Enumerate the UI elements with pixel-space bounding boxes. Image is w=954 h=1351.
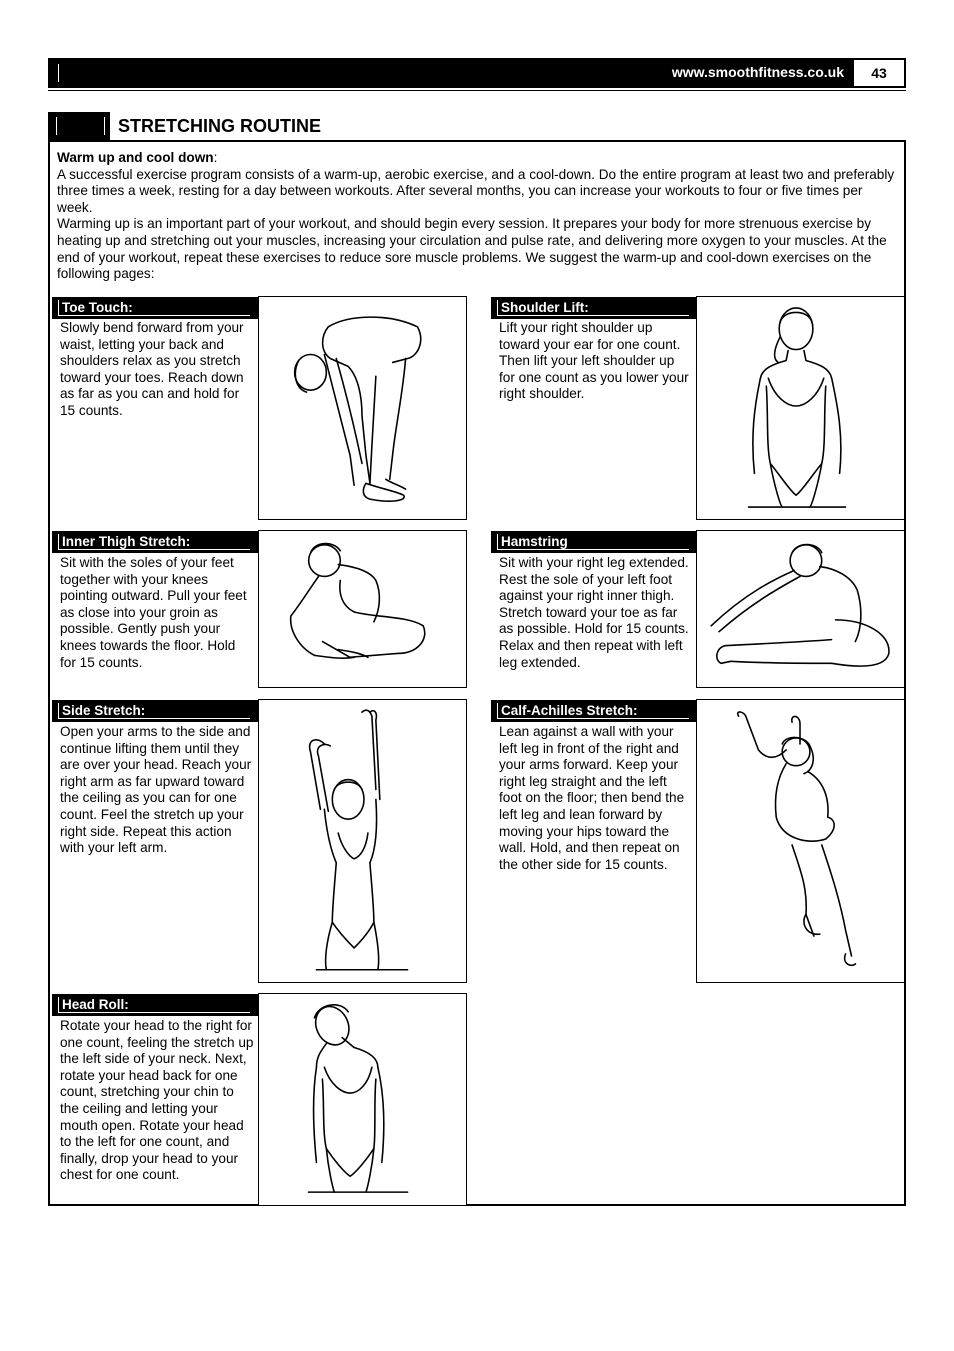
intro-paragraph-2: Warming up is an important part of your workout, and should begin every session. It prepares your body for more strenuous exercise by heating up and stretching out your muscles, increasing your circulation and pulse rate, and delivering more oxygen to your muscles. At the end of your workout, repeat these exercises to reduce sore muscle problems. We suggest the warm-up and cool-down exercises on the following pages:	[57, 216, 887, 282]
shoulder-lift-illustration	[696, 296, 905, 520]
page-header	[48, 58, 906, 88]
toe-touch-illustration	[258, 296, 467, 520]
inner-thigh-illustration	[258, 530, 467, 688]
website-url[interactable]: www.smoothfitness.co.uk	[671, 64, 844, 80]
exercise-title-inner-thigh: Inner Thigh Stretch:	[52, 531, 258, 553]
intro-paragraph-1: A successful exercise program consists of a warm-up, aerobic exercise, and a cool-down. Do the entire program at least two and preferably three times a week, resting for a day between workouts. After several months, you can increase your workouts to four or five times per week.	[57, 166, 895, 215]
section-title: STRETCHING ROUTINE	[118, 116, 322, 136]
section-marker	[48, 112, 110, 140]
exercise-title-calf-achilles: Calf-Achilles Stretch:	[491, 700, 697, 722]
exercise-text-side-stretch: Open your arms to the side and continue lifting them until they are over your head. Reach your right arm as far upward toward the ceiling as you can for one count. Feel the stretch up your right side. Repeat this action with your left arm.	[60, 724, 252, 856]
intro-heading: Warm up and cool down	[57, 150, 214, 165]
exercise-text-calf-achilles: Lean against a wall with your left leg in front of the right and your arms forward. Keep your right leg straight and the left foot on the floor; then bend the left leg and lean forward by moving your hips toward the wall. Hold, and then repeat on the other side for 15 counts.	[499, 724, 685, 872]
exercise-text-shoulder-lift: Lift your right shoulder up toward your ear for one count. Then lift your left shoulder up for one count as you lower your right shoulder.	[499, 320, 689, 402]
calf-achilles-illustration	[696, 699, 905, 983]
exercise-title-toe-touch: Toe Touch:	[52, 297, 258, 319]
exercise-title-side-stretch: Side Stretch:	[52, 700, 258, 722]
exercise-text-inner-thigh: Sit with the soles of your feet together with your knees pointing outward. Pull your feet as close into your groin as possible. Gently push your knees towards the floor. Hold for 15 counts.	[60, 555, 247, 670]
page-number: 43	[854, 60, 904, 86]
exercise-title-head-roll: Head Roll:	[52, 994, 258, 1016]
exercise-text-hamstring: Sit with your right leg extended. Rest the sole of your left foot against your right inner thigh. Stretch toward your toe as far as possible. Hold for 15 counts. Relax and then repeat with left leg extended.	[499, 555, 689, 670]
hamstring-illustration	[696, 530, 905, 688]
head-roll-illustration	[258, 993, 467, 1206]
side-stretch-illustration	[258, 699, 467, 983]
exercise-text-toe-touch: Slowly bend forward from your waist, letting your back and shoulders relax as you stretch toward your toes. Reach down as far as you can and hold for 15 counts.	[60, 320, 244, 418]
section-heading	[48, 112, 906, 140]
exercise-title-shoulder-lift: Shoulder Lift:	[491, 297, 697, 319]
exercise-text-head-roll: Rotate your head to the right for one count, feeling the stretch up the left side of your neck. Next, rotate your head back for one count, stretching your chin to the ceiling and letting your mouth open. Rotate your head to the left for one count, and finally, drop your head to your chest for one count.	[60, 1018, 254, 1183]
exercise-title-hamstring: Hamstring	[491, 531, 697, 553]
intro-text: Warm up and cool down: A successful exercise program consists of a warm-up, aerobic exercise, and a cool-down. Do the entire program at least two and preferably three times a week, resting for a day between workouts. After several months, you can increase your workouts to four or five times per week. Warming up is an important part of your workout, and should begin every session. It prepares your body for more strenuous exercise by heating up and stretching out your muscles, increasing your circulation and pulse rate, and delivering more oxygen to your muscles. At the end of your workout, repeat these exercises to reduce sore muscle problems. We suggest the warm-up and cool-down exercises on the following pages:	[57, 150, 899, 283]
header-rule	[48, 90, 906, 91]
header-tick	[58, 64, 59, 82]
